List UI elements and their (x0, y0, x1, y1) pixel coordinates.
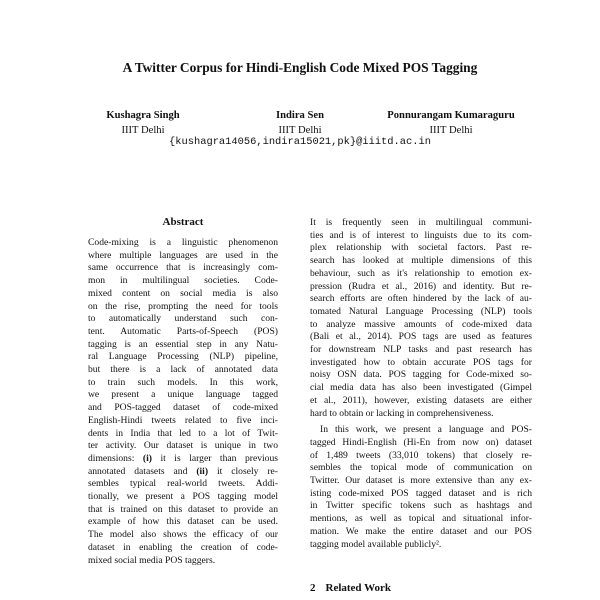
text-line: behaviour, such as it's relationship to emotion ex- (310, 267, 532, 279)
text-line: mation. We make the entire dataset and our POS (310, 525, 532, 537)
text-line: to automatically understand such con- (88, 313, 278, 325)
text-line: Twitter. Our dataset is more extensive than any ex- (310, 475, 532, 487)
text-line: Code-mixing is a linguistic phenomenon (88, 237, 278, 248)
text-line: on the rise, prompting the need for tools (88, 300, 278, 312)
abstract-heading: Abstract (162, 216, 204, 228)
author-affiliation: IIIT Delhi (278, 125, 322, 136)
text-line: dimensions: (i) it is larger than previous (88, 452, 278, 464)
author-3 (368, 108, 534, 138)
text-line: search has looked at multiple dimensions of this (310, 255, 532, 267)
text-line: ties and is of interest to linguists due to its com- (310, 229, 532, 241)
text-line: dents in India that led to a lot of Twit- (88, 427, 278, 439)
text-line: same occurrence that is increasingly com- (88, 262, 278, 274)
text-line: isting code-mixed POS tagged dataset and is rich (310, 487, 532, 499)
author-name: Ponnurangam Kumaraguru (387, 110, 515, 121)
abstract-body (88, 237, 278, 567)
text-line: where multiple languages are used in the (88, 249, 278, 261)
text-line: dataset in enabling the creation of code- (88, 541, 278, 553)
text-line: we present a unique language tagged (88, 389, 278, 401)
text-line: It is frequently seen in multilingual communi- (310, 217, 532, 228)
text-line: investigated how to obtain accurate POS tags for (310, 356, 532, 368)
text-line: tagging model available publicly². (310, 538, 442, 550)
text-line: to analyze massive amounts of code-mixed data (310, 318, 532, 330)
text-line: of 1,489 tweets (33,010 tokens) that closely re- (310, 449, 532, 461)
text-line: mon in multilingual societies. Code- (88, 275, 278, 287)
text-line: and POS-tagged dataset of code-mixed (88, 402, 278, 414)
text-line: pression (Rudra et al., 2016) and identity. But re- (310, 280, 532, 292)
text-line: English-Hindi tweets related to five inci- (88, 414, 278, 426)
text-line: sembles typical real-world tweets. Addi- (88, 478, 278, 490)
text-line: plex relationship with societal factors. Past re- (310, 242, 532, 254)
text-line: noisy OSN data. POS tagging for Code-mixed so- (310, 369, 532, 381)
text-line: but there is a lack of annotated data (88, 364, 278, 376)
text-line: cial media data has also been investigated (Gimpel (310, 382, 532, 394)
author-2 (240, 108, 360, 138)
text-line: tomated Natural Language Processing (NLP) tools (310, 305, 532, 317)
text-line: tagged Hindi-English (Hi-En from now on) dataset (310, 436, 532, 448)
text-line: in Twitter specific tokens such as hashtags and (310, 500, 532, 512)
text-line: sembles the topical mode of communication on (310, 462, 532, 474)
text-line: for downstream NLP tasks and past research has (310, 344, 532, 356)
text-line: that is trained on this dataset to provide an (88, 503, 278, 515)
section-heading (310, 582, 391, 594)
text-line: tent. Automatic Parts-of-Speech (POS) (88, 325, 278, 337)
text-line: The model also shows the efficacy of our (88, 529, 278, 541)
text-line: tagging is an essential step in any Natu- (88, 338, 278, 350)
section-number: 2 (310, 582, 316, 594)
author-emails: {kushagra14056,indira15021,pk}@iiitd.ac.in (169, 136, 431, 148)
section-title: Related Work (325, 582, 391, 594)
author-1 (78, 108, 208, 138)
text-line: et al., 2011), however, existing datasets are either (310, 394, 532, 406)
author-name: Kushagra Singh (106, 110, 180, 121)
text-line: hard to obtain or lacking in comprehensiveness. (310, 407, 494, 419)
author-name: Indira Sen (276, 110, 324, 121)
text-line: (Bali et al., 2014). POS tags are used as features (310, 331, 532, 343)
paper-title: A Twitter Corpus for Hindi-English Code Mixed POS Tagging (122, 60, 478, 75)
text-line: mixed content on social media is also (88, 287, 278, 299)
text-line: In this work, we present a language and POS- (320, 424, 532, 436)
text-line: to train such models. In this work, (88, 376, 278, 388)
text-line: annotated datasets and (ii) it closely re- (88, 465, 278, 477)
text-line: ral Language Processing (NLP) pipeline, (88, 351, 278, 363)
text-line: ter activity. Our dataset is unique in two (88, 440, 278, 452)
introduction-body (310, 217, 532, 551)
text-line: mixed social media POS taggers. (88, 554, 216, 566)
author-affiliation: IIIT Delhi (429, 125, 473, 136)
text-line: example of how this dataset can be used. (88, 516, 278, 528)
text-line: mentions, as well as topical and situational infor- (310, 513, 532, 525)
text-line: search efforts are often hindered by the lack of au- (310, 293, 532, 305)
author-affiliation: IIIT Delhi (121, 125, 165, 136)
text-line: tionally, we present a POS tagging model (88, 491, 278, 503)
